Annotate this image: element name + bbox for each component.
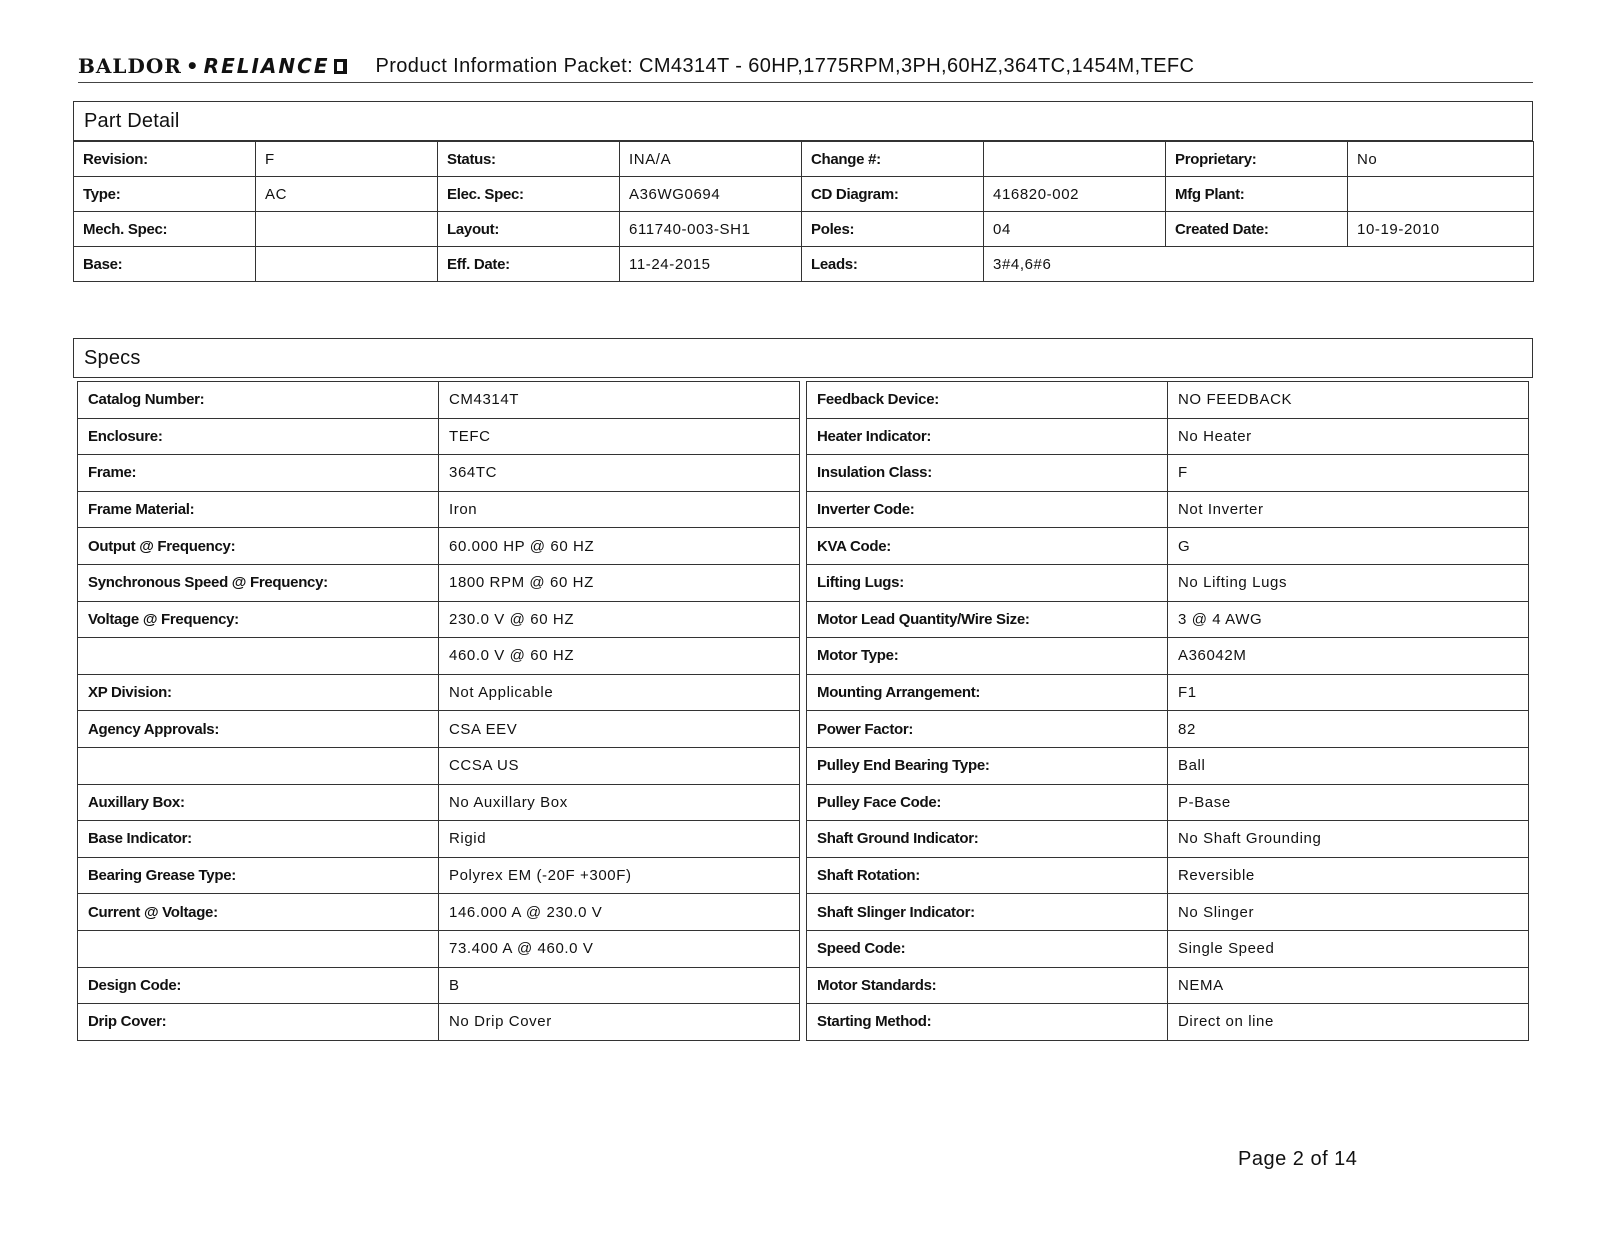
spec-row	[78, 564, 800, 601]
spec-row	[807, 601, 1529, 638]
page-number: Page 2 of 14	[1238, 1148, 1358, 1170]
part-detail-value: AC	[256, 177, 438, 212]
part-detail-label: Type:	[74, 177, 256, 212]
spec-row	[807, 491, 1529, 528]
spec-row	[807, 1004, 1529, 1041]
part-detail-row	[74, 247, 1534, 282]
spec-label: Mounting Arrangement:	[807, 674, 1168, 711]
spec-label	[78, 638, 439, 675]
spec-row	[807, 894, 1529, 931]
part-detail-row	[74, 212, 1534, 247]
spec-row	[78, 674, 800, 711]
part-detail-label: Proprietary:	[1166, 142, 1348, 177]
spec-row	[807, 857, 1529, 894]
spec-row	[78, 894, 800, 931]
page-header	[78, 50, 1533, 83]
spec-label: Base Indicator:	[78, 821, 439, 858]
spec-label: Power Factor:	[807, 711, 1168, 748]
spec-row	[78, 967, 800, 1004]
spec-label	[78, 747, 439, 784]
part-detail-table	[73, 141, 1534, 282]
part-detail-value: 416820-002	[984, 177, 1166, 212]
spec-value: NEMA	[1168, 967, 1529, 1004]
spec-label: Design Code:	[78, 967, 439, 1004]
spec-label: Frame Material:	[78, 491, 439, 528]
spec-label: Lifting Lugs:	[807, 564, 1168, 601]
spec-value: Iron	[439, 491, 800, 528]
spec-value: No Heater	[1168, 418, 1529, 455]
specs-right-table	[806, 381, 1529, 1041]
part-detail-section	[73, 101, 1533, 282]
part-detail-value	[256, 247, 438, 282]
spec-label	[78, 930, 439, 967]
spec-value: B	[439, 967, 800, 1004]
spec-value: P-Base	[1168, 784, 1529, 821]
part-detail-value	[256, 212, 438, 247]
spec-value: 146.000 A @ 230.0 V	[439, 894, 800, 931]
spec-value: 460.0 V @ 60 HZ	[439, 638, 800, 675]
spec-value: No Drip Cover	[439, 1004, 800, 1041]
part-detail-value: 611740-003-SH1	[620, 212, 802, 247]
specs-section	[73, 338, 1533, 1041]
spec-label: Drip Cover:	[78, 1004, 439, 1041]
spec-value: F1	[1168, 674, 1529, 711]
spec-value: Polyrex EM (-20F +300F)	[439, 857, 800, 894]
spec-label: Starting Method:	[807, 1004, 1168, 1041]
logo-baldor-text: BALDOR	[78, 54, 182, 78]
spec-label: Shaft Rotation:	[807, 857, 1168, 894]
part-detail-label: Status:	[438, 142, 620, 177]
logo-mark-icon	[334, 59, 347, 74]
spec-row	[78, 382, 800, 419]
part-detail-label: Mfg Plant:	[1166, 177, 1348, 212]
spec-row	[807, 967, 1529, 1004]
spec-row	[807, 674, 1529, 711]
specs-left-table	[77, 381, 800, 1041]
part-detail-value: No	[1348, 142, 1534, 177]
spec-label: Bearing Grease Type:	[78, 857, 439, 894]
part-detail-value: 04	[984, 212, 1166, 247]
spec-row	[807, 455, 1529, 492]
spec-value: TEFC	[439, 418, 800, 455]
part-detail-label: Base:	[74, 247, 256, 282]
document-title: Product Information Packet: CM4314T - 60HP,1775RPM,3PH,60HZ,364TC,1454M,TEFC	[375, 54, 1195, 77]
spec-value: A36042M	[1168, 638, 1529, 675]
spec-row	[78, 930, 800, 967]
part-detail-value: 11-24-2015	[620, 247, 802, 282]
part-detail-label: Poles:	[802, 212, 984, 247]
spec-label: Frame:	[78, 455, 439, 492]
spec-value: CCSA US	[439, 747, 800, 784]
spec-row	[807, 747, 1529, 784]
spec-row	[78, 418, 800, 455]
part-detail-value	[1348, 177, 1534, 212]
spec-row	[78, 821, 800, 858]
part-detail-label: Leads:	[802, 247, 984, 282]
spec-row	[807, 930, 1529, 967]
spec-label: XP Division:	[78, 674, 439, 711]
spec-row	[807, 528, 1529, 565]
baldor-reliance-logo	[78, 54, 347, 78]
part-detail-label: Change #:	[802, 142, 984, 177]
spec-label: Current @ Voltage:	[78, 894, 439, 931]
part-detail-row	[74, 142, 1534, 177]
spec-value: NO FEEDBACK	[1168, 382, 1529, 419]
part-detail-label: Eff. Date:	[438, 247, 620, 282]
spec-value: CSA EEV	[439, 711, 800, 748]
spec-row	[807, 564, 1529, 601]
logo-dot: •	[185, 54, 200, 78]
spec-row	[78, 747, 800, 784]
spec-value: Not Applicable	[439, 674, 800, 711]
spec-value: 3 @ 4 AWG	[1168, 601, 1529, 638]
spec-value: Single Speed	[1168, 930, 1529, 967]
spec-label: Feedback Device:	[807, 382, 1168, 419]
spec-value: CM4314T	[439, 382, 800, 419]
part-detail-value: A36WG0694	[620, 177, 802, 212]
part-detail-label: Created Date:	[1166, 212, 1348, 247]
spec-row	[78, 784, 800, 821]
part-detail-label: CD Diagram:	[802, 177, 984, 212]
spec-value: 230.0 V @ 60 HZ	[439, 601, 800, 638]
spec-label: Catalog Number:	[78, 382, 439, 419]
part-detail-value: F	[256, 142, 438, 177]
spec-row	[78, 638, 800, 675]
spec-value: No Lifting Lugs	[1168, 564, 1529, 601]
spec-row	[807, 821, 1529, 858]
spec-row	[807, 382, 1529, 419]
spec-row	[807, 711, 1529, 748]
spec-value: Reversible	[1168, 857, 1529, 894]
part-detail-label: Revision:	[74, 142, 256, 177]
spec-row	[78, 711, 800, 748]
spec-label: Shaft Slinger Indicator:	[807, 894, 1168, 931]
spec-row	[78, 1004, 800, 1041]
spec-value: G	[1168, 528, 1529, 565]
spec-value: No Shaft Grounding	[1168, 821, 1529, 858]
specs-grid	[73, 381, 1533, 1041]
spec-label: Heater Indicator:	[807, 418, 1168, 455]
logo-reliance-text: RELIANCE	[203, 54, 330, 78]
part-detail-value: INA/A	[620, 142, 802, 177]
part-detail-value: 10-19-2010	[1348, 212, 1534, 247]
spec-label: Voltage @ Frequency:	[78, 601, 439, 638]
part-detail-value	[984, 142, 1166, 177]
spec-label: Pulley End Bearing Type:	[807, 747, 1168, 784]
spec-label: Agency Approvals:	[78, 711, 439, 748]
spec-label: Enclosure:	[78, 418, 439, 455]
specs-title: Specs	[73, 338, 1533, 378]
spec-row	[807, 638, 1529, 675]
part-detail-value: 3#4,6#6	[984, 247, 1534, 282]
spec-label: Synchronous Speed @ Frequency:	[78, 564, 439, 601]
spec-value: 82	[1168, 711, 1529, 748]
spec-label: KVA Code:	[807, 528, 1168, 565]
spec-value: Ball	[1168, 747, 1529, 784]
spec-label: Pulley Face Code:	[807, 784, 1168, 821]
spec-row	[78, 857, 800, 894]
spec-value: 1800 RPM @ 60 HZ	[439, 564, 800, 601]
part-detail-title: Part Detail	[73, 101, 1533, 141]
spec-label: Motor Lead Quantity/Wire Size:	[807, 601, 1168, 638]
spec-label: Speed Code:	[807, 930, 1168, 967]
spec-row	[78, 491, 800, 528]
spec-label: Output @ Frequency:	[78, 528, 439, 565]
spec-row	[807, 418, 1529, 455]
spec-value: 73.400 A @ 460.0 V	[439, 930, 800, 967]
spec-value: No Auxillary Box	[439, 784, 800, 821]
spec-value: 364TC	[439, 455, 800, 492]
part-detail-label: Mech. Spec:	[74, 212, 256, 247]
part-detail-row	[74, 177, 1534, 212]
spec-label: Auxillary Box:	[78, 784, 439, 821]
part-detail-label: Elec. Spec:	[438, 177, 620, 212]
spec-row	[78, 528, 800, 565]
spec-label: Shaft Ground Indicator:	[807, 821, 1168, 858]
spec-row	[78, 601, 800, 638]
spec-label: Motor Standards:	[807, 967, 1168, 1004]
spec-value: Rigid	[439, 821, 800, 858]
part-detail-label: Layout:	[438, 212, 620, 247]
spec-row	[78, 455, 800, 492]
spec-value: Not Inverter	[1168, 491, 1529, 528]
spec-label: Inverter Code:	[807, 491, 1168, 528]
spec-label: Insulation Class:	[807, 455, 1168, 492]
spec-value: Direct on line	[1168, 1004, 1529, 1041]
spec-row	[807, 784, 1529, 821]
spec-value: 60.000 HP @ 60 HZ	[439, 528, 800, 565]
spec-label: Motor Type:	[807, 638, 1168, 675]
spec-value: No Slinger	[1168, 894, 1529, 931]
spec-value: F	[1168, 455, 1529, 492]
